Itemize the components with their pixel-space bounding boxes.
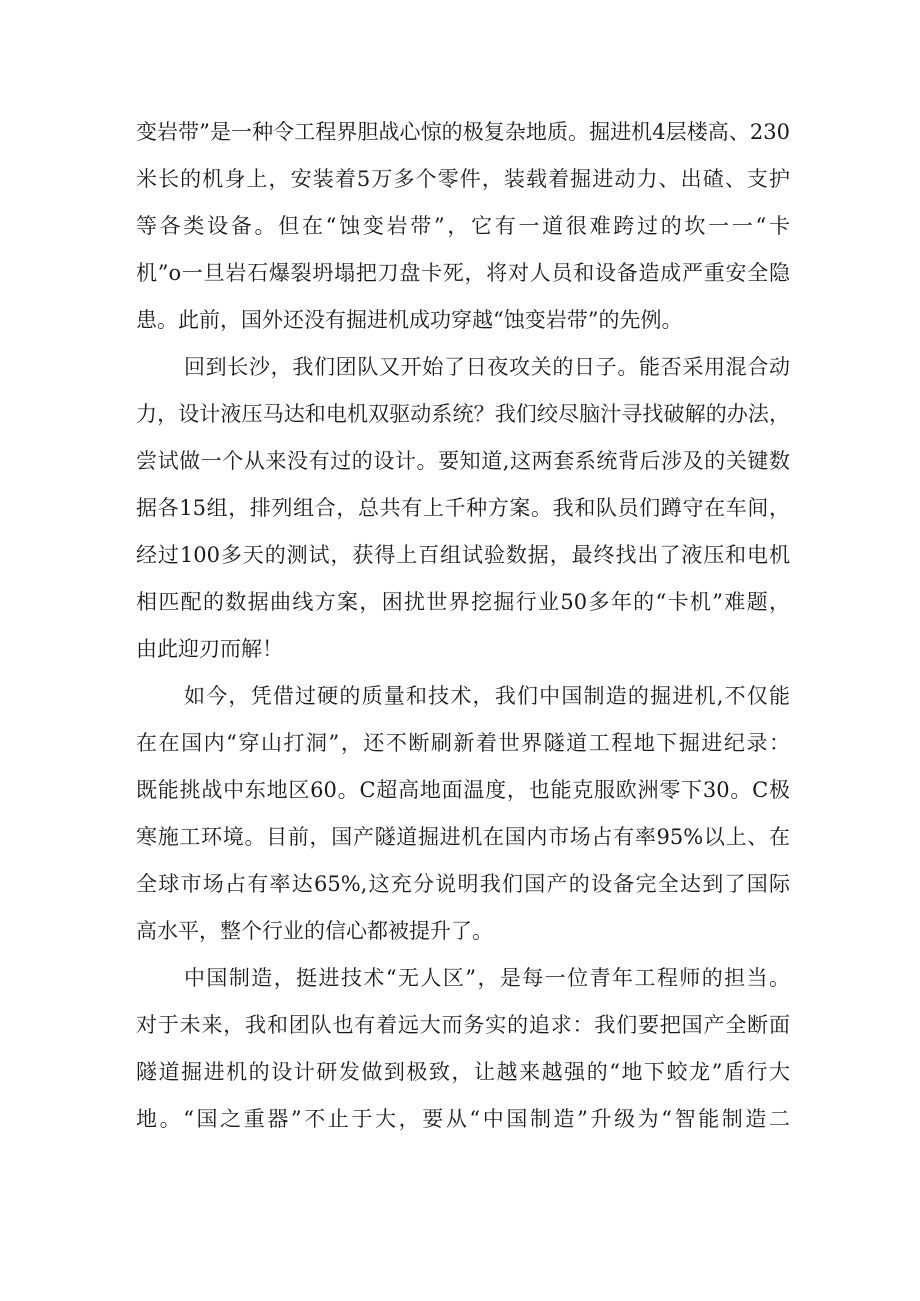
text-line: 米长的机身上，安装着5万多个零件，装载着掘进动力、出碴、支护 bbox=[136, 167, 790, 191]
text-line: 高水平，整个行业的信心都被提升了。 bbox=[136, 919, 493, 943]
paragraph-first-line: 回到长沙，我们团队又开始了日夜攻关的日子。能否采用混合动 bbox=[184, 355, 790, 379]
text-line: 全球市场占有率达65%,这充分说明我们国产的设备完全达到了国际 bbox=[136, 872, 790, 896]
text-line: 寒施工环境。目前，国产隧道掘进机在国内市场占有率95%以上、在 bbox=[136, 825, 790, 849]
text-line: 力，设计液压马达和电机双驱动系统？我们绞尽脑汁寻找破解的办法， bbox=[136, 402, 790, 426]
paragraph-first-line: 如今，凭借过硬的质量和技术，我们中国制造的掘进机,不仅能 bbox=[184, 684, 790, 708]
text-line: 由此迎刃而解！ bbox=[136, 637, 283, 661]
text-line: 对于未来，我和团队也有着远大而务实的追求：我们要把国产全断面 bbox=[136, 1013, 790, 1037]
text-line: 经过100多天的测试，获得上百组试验数据，最终找出了液压和电机 bbox=[136, 543, 790, 567]
text-line: 在在国内“穿山打洞”，还不断刷新着世界隧道工程地下掘进纪录： bbox=[136, 731, 790, 755]
text-line: 隧道掘进机的设计研发做到极致，让越来越强的“地下蛟龙”盾行大 bbox=[136, 1060, 790, 1084]
text-line: 据各15组，排列组合，总共有上千种方案。我和队员们蹲守在车间， bbox=[136, 496, 790, 520]
text-line: 变岩带”是一种令工程界胆战心惊的极复杂地质。掘进机4层楼高、230 bbox=[136, 120, 790, 144]
text-line: 机”o一旦岩石爆裂坍塌把刀盘卡死，将对人员和设备造成严重安全隐 bbox=[136, 261, 790, 285]
text-line: 地。“国之重器”不止于大，要从“中国制造”升级为“智能制造二 bbox=[136, 1107, 790, 1131]
paragraph-first-line: 中国制造，挺进技术“无人区”，是每一位青年工程师的担当。 bbox=[184, 966, 790, 990]
text-line: 相匹配的数据曲线方案，困扰世界挖掘行业50多年的“卡机”难题， bbox=[136, 590, 790, 614]
text-line: 等各类设备。但在“蚀变岩带”，它有一道很难跨过的坎一一“卡 bbox=[136, 214, 790, 238]
text-line: 患。此前，国外还没有掘进机成功穿越“蚀变岩带”的先例。 bbox=[136, 308, 683, 332]
text-line: 既能挑战中东地区60。C超高地面温度，也能克服欧洲零下30。C极 bbox=[136, 778, 790, 802]
text-line: 尝试做一个从来没有过的设计。要知道,这两套系统背后涉及的关键数 bbox=[136, 449, 790, 473]
